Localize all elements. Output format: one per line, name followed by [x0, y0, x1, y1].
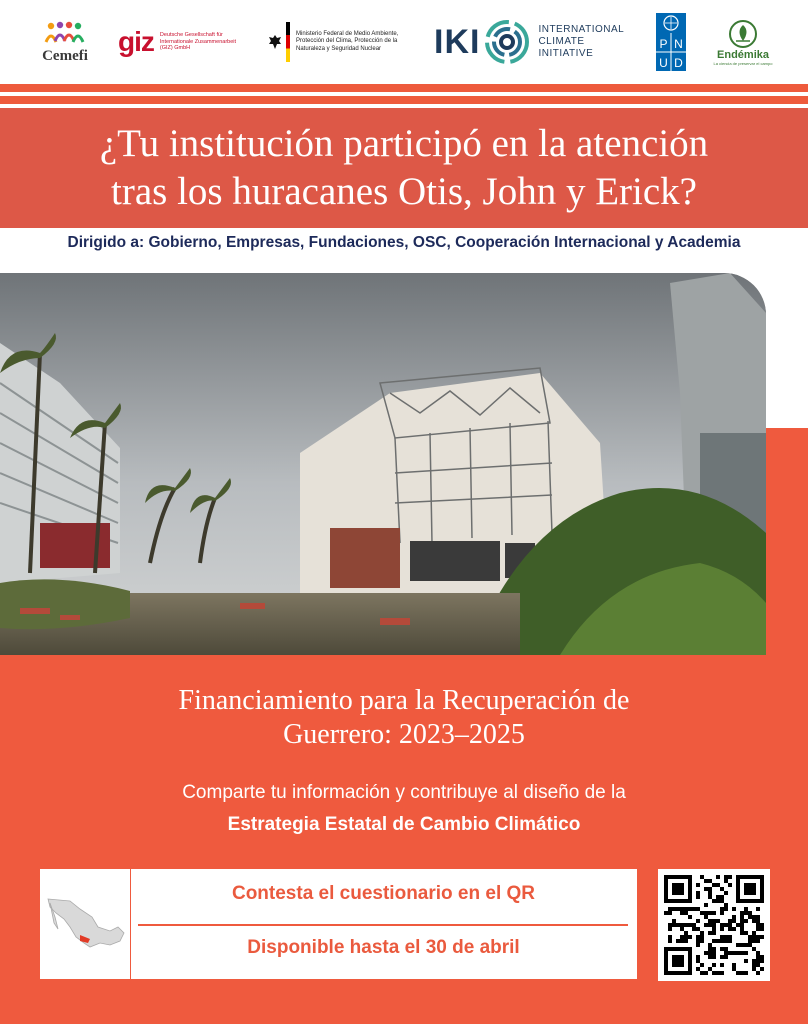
qr-module: [696, 907, 700, 911]
iki-fullname: [538, 24, 624, 60]
qr-module: [668, 911, 672, 915]
qr-module: [760, 927, 764, 931]
qr-module: [728, 935, 732, 939]
cemefi-figures-icon: [43, 20, 87, 46]
qr-module: [668, 935, 672, 939]
qr-module: [720, 939, 724, 943]
qr-module: [732, 967, 736, 971]
qr-module: [740, 927, 744, 931]
qr-module: [708, 931, 712, 935]
qr-module: [696, 883, 700, 887]
qr-module: [712, 883, 716, 887]
iki-line-3: INITIATIVE: [538, 48, 594, 59]
qr-module: [696, 967, 700, 971]
qr-module: [756, 939, 760, 943]
pnud-letter-p: P: [659, 37, 668, 51]
qr-module: [692, 927, 696, 931]
qr-module: [700, 971, 704, 975]
qr-module: [720, 899, 724, 903]
qr-module: [756, 963, 760, 967]
qr-module: [688, 923, 692, 927]
qr-code[interactable]: [658, 869, 770, 981]
qr-module: [760, 955, 764, 959]
qr-module: [680, 923, 684, 927]
qr-module: [680, 927, 684, 931]
qr-module: [684, 911, 688, 915]
qr-module: [688, 935, 692, 939]
qr-module: [724, 951, 728, 955]
qr-module: [724, 955, 728, 959]
qr-module: [704, 879, 708, 883]
qr-module: [708, 891, 712, 895]
qr-module: [756, 951, 760, 955]
qr-module: [724, 947, 728, 951]
qr-finder-pattern: [672, 883, 684, 895]
qr-module: [728, 927, 732, 931]
qr-finder-pattern: [744, 883, 756, 895]
qr-module: [744, 971, 748, 975]
qr-module: [720, 911, 724, 915]
damaged-building-illustration: [0, 273, 766, 655]
qr-module: [732, 915, 736, 919]
qr-module: [724, 939, 728, 943]
share-line-1: Comparte tu información y contribuye al diseño de la: [182, 782, 626, 803]
pnud-letter-u: U: [659, 56, 668, 70]
qr-module: [696, 927, 700, 931]
call-to-action-box: [40, 869, 637, 979]
qr-module: [696, 919, 700, 923]
qr-module: [728, 919, 732, 923]
qr-module: [668, 939, 672, 943]
qr-module: [748, 943, 752, 947]
qr-module: [668, 927, 672, 931]
qr-module: [752, 935, 756, 939]
endemika-emblem-icon: [728, 19, 758, 49]
cemefi-wordmark: Cemefi: [42, 47, 88, 64]
qr-module: [696, 943, 700, 947]
qr-module: [720, 971, 724, 975]
qr-module: [720, 947, 724, 951]
qr-code-icon[interactable]: [658, 869, 770, 981]
qr-module: [720, 887, 724, 891]
qr-module: [700, 935, 704, 939]
qr-module: [728, 875, 732, 879]
qr-module: [696, 895, 700, 899]
qr-module: [712, 947, 716, 951]
qr-module: [672, 919, 676, 923]
qr-module: [676, 939, 680, 943]
qr-module: [704, 887, 708, 891]
mexico-map-icon: [40, 869, 130, 979]
qr-module: [696, 959, 700, 963]
qr-module: [672, 923, 676, 927]
qr-module: [684, 907, 688, 911]
qr-module: [720, 955, 724, 959]
cta-questionnaire: Contesta el cuestionario en el QR: [231, 883, 536, 904]
qr-module: [704, 903, 708, 907]
qr-module: [752, 939, 756, 943]
qr-module: [760, 959, 764, 963]
brick-wall: [330, 528, 400, 588]
qr-module: [756, 971, 760, 975]
qr-module: [756, 923, 760, 927]
qr-module: [708, 947, 712, 951]
cta-divider: [138, 924, 628, 926]
qr-module: [712, 931, 716, 935]
qr-module: [724, 879, 728, 883]
qr-module: [688, 915, 692, 919]
qr-module: [736, 943, 740, 947]
qr-module: [756, 927, 760, 931]
mexico-map: [40, 869, 131, 979]
program-title-line-1: Financiamiento para la Recuperación de: [178, 685, 630, 716]
qr-module: [720, 907, 724, 911]
endemika-tagline: La ciencia de preservar el campo: [713, 60, 773, 66]
qr-module: [708, 967, 712, 971]
qr-module: [712, 911, 716, 915]
qr-module: [716, 883, 720, 887]
headline-band: [0, 108, 808, 228]
qr-module: [716, 895, 720, 899]
qr-module: [712, 963, 716, 967]
qr-module: [728, 939, 732, 943]
headline-line-1: ¿Tu institución participó en la atención: [99, 122, 709, 165]
qr-module: [680, 907, 684, 911]
qr-module: [684, 931, 688, 935]
pnud-letter-d: D: [674, 56, 683, 70]
qr-module: [700, 875, 704, 879]
audience-text: Dirigido a: Gobierno, Empresas, Fundaciones, OSC, Cooperación Internacional y Academia: [67, 234, 741, 251]
qr-module: [752, 967, 756, 971]
qr-finder-pattern: [672, 955, 684, 967]
qr-module: [760, 923, 764, 927]
giz-wordmark: giz: [118, 26, 154, 57]
qr-module: [756, 959, 760, 963]
qr-module: [692, 907, 696, 911]
giz-logo: [118, 12, 250, 72]
qr-module: [724, 907, 728, 911]
qr-module: [748, 939, 752, 943]
qr-module: [732, 907, 736, 911]
qr-module: [740, 931, 744, 935]
qr-module: [700, 931, 704, 935]
qr-module: [696, 955, 700, 959]
endemika-logo: [712, 12, 774, 72]
cemefi-logo: [30, 12, 100, 72]
qr-module: [756, 935, 760, 939]
bmu-fullname: Ministerio Federal de Medio Ambiente, Protección del Clima, Protección de la Naturaleza y Seguridad Nuclear: [296, 30, 399, 52]
qr-module: [704, 951, 708, 955]
qr-module: [732, 951, 736, 955]
qr-module: [704, 923, 708, 927]
qr-module: [752, 963, 756, 967]
cta-deadline: Disponible hasta el 30 de abril: [247, 937, 520, 958]
qr-module: [692, 923, 696, 927]
qr-module: [712, 971, 716, 975]
qr-module: [740, 919, 744, 923]
qr-module: [728, 883, 732, 887]
qr-module: [720, 935, 724, 939]
qr-module: [724, 875, 728, 879]
qr-module: [744, 931, 748, 935]
share-line-2: Estrategia Estatal de Cambio Climático: [227, 814, 581, 835]
qr-module: [676, 923, 680, 927]
qr-module: [756, 907, 760, 911]
qr-module: [708, 919, 712, 923]
qr-module: [712, 939, 716, 943]
share-message: [0, 778, 808, 842]
pnud-logo: [656, 12, 686, 72]
qr-module: [732, 919, 736, 923]
qr-module: [684, 935, 688, 939]
program-title-line-2: Guerrero: 2023–2025: [283, 719, 525, 750]
qr-module: [700, 911, 704, 915]
qr-module: [676, 907, 680, 911]
iki-logo: [434, 12, 624, 72]
qr-module: [700, 939, 704, 943]
qr-module: [680, 911, 684, 915]
qr-module: [668, 923, 672, 927]
qr-module: [716, 875, 720, 879]
qr-module: [704, 971, 708, 975]
qr-module: [712, 927, 716, 931]
qr-module: [752, 959, 756, 963]
qr-module: [680, 939, 684, 943]
qr-module: [708, 911, 712, 915]
qr-module: [756, 955, 760, 959]
qr-module: [716, 899, 720, 903]
qr-module: [724, 903, 728, 907]
qr-module: [712, 951, 716, 955]
qr-module: [720, 963, 724, 967]
qr-module: [744, 943, 748, 947]
qr-module: [700, 963, 704, 967]
iki-wordmark: IKI: [434, 22, 481, 61]
qr-module: [712, 923, 716, 927]
qr-module: [708, 923, 712, 927]
qr-module: [756, 919, 760, 923]
qr-module: [748, 915, 752, 919]
qr-module: [712, 899, 716, 903]
qr-module: [760, 935, 764, 939]
qr-module: [744, 911, 748, 915]
qr-module: [740, 915, 744, 919]
qr-module: [744, 907, 748, 911]
qr-module: [752, 915, 756, 919]
qr-module: [716, 971, 720, 975]
qr-module: [724, 935, 728, 939]
qr-module: [724, 923, 728, 927]
logo-strip: [0, 0, 808, 82]
qr-module: [696, 939, 700, 943]
federal-eagle-icon: [268, 34, 282, 50]
qr-module: [740, 971, 744, 975]
qr-module: [728, 951, 732, 955]
qr-module: [740, 911, 744, 915]
debris-left: [0, 579, 130, 629]
qr-module: [720, 923, 724, 927]
qr-module: [748, 935, 752, 939]
qr-module: [716, 919, 720, 923]
qr-module: [732, 927, 736, 931]
iki-line-1: INTERNATIONAL: [538, 24, 625, 35]
qr-module: [748, 911, 752, 915]
qr-module: [736, 923, 740, 927]
qr-module: [668, 907, 672, 911]
qr-module: [740, 943, 744, 947]
qr-module: [732, 963, 736, 967]
qr-module: [704, 911, 708, 915]
qr-module: [752, 931, 756, 935]
headline-line-2: tras los huracanes Otis, John y Erick?: [111, 170, 697, 213]
qr-module: [712, 955, 716, 959]
qr-module: [740, 951, 744, 955]
qr-module: [696, 891, 700, 895]
qr-module: [744, 919, 748, 923]
qr-module: [760, 967, 764, 971]
bmu-logo: [268, 12, 426, 72]
qr-module: [744, 959, 748, 963]
qr-module: [752, 947, 756, 951]
qr-module: [708, 887, 712, 891]
qr-module: [752, 919, 756, 923]
qr-module: [740, 923, 744, 927]
qr-module: [720, 927, 724, 931]
qr-module: [704, 915, 708, 919]
qr-module: [684, 939, 688, 943]
giz-fullname: Deutsche Gesellschaft für Internationale Zusammenarbeit (GIZ) GmbH: [159, 32, 237, 52]
qr-module: [680, 935, 684, 939]
qr-module: [736, 951, 740, 955]
qr-module: [736, 971, 740, 975]
qr-module: [716, 939, 720, 943]
endemika-wordmark: Endémika: [717, 48, 769, 61]
pnud-emblem: [656, 13, 686, 71]
qr-module: [720, 895, 724, 899]
german-flag-bar: [286, 22, 290, 62]
qr-module: [708, 879, 712, 883]
qr-module: [708, 943, 712, 947]
iki-line-2: CLIMATE: [538, 36, 585, 47]
qr-module: [756, 915, 760, 919]
qr-module: [728, 923, 732, 927]
qr-module: [672, 907, 676, 911]
qr-module: [684, 923, 688, 927]
accent-stripe-bottom: [0, 96, 808, 104]
qr-module: [744, 951, 748, 955]
pnud-letter-n: N: [674, 37, 683, 51]
qr-module: [688, 907, 692, 911]
qr-module: [708, 895, 712, 899]
qr-module: [724, 891, 728, 895]
qr-module: [712, 919, 716, 923]
qr-module: [664, 911, 668, 915]
iki-rings-icon: [484, 19, 530, 65]
accent-stripe-top: [0, 84, 808, 92]
hurricane-damage-photo: [0, 273, 766, 655]
qr-module: [708, 951, 712, 955]
qr-module: [696, 935, 700, 939]
program-title: [0, 684, 808, 752]
qr-module: [708, 955, 712, 959]
